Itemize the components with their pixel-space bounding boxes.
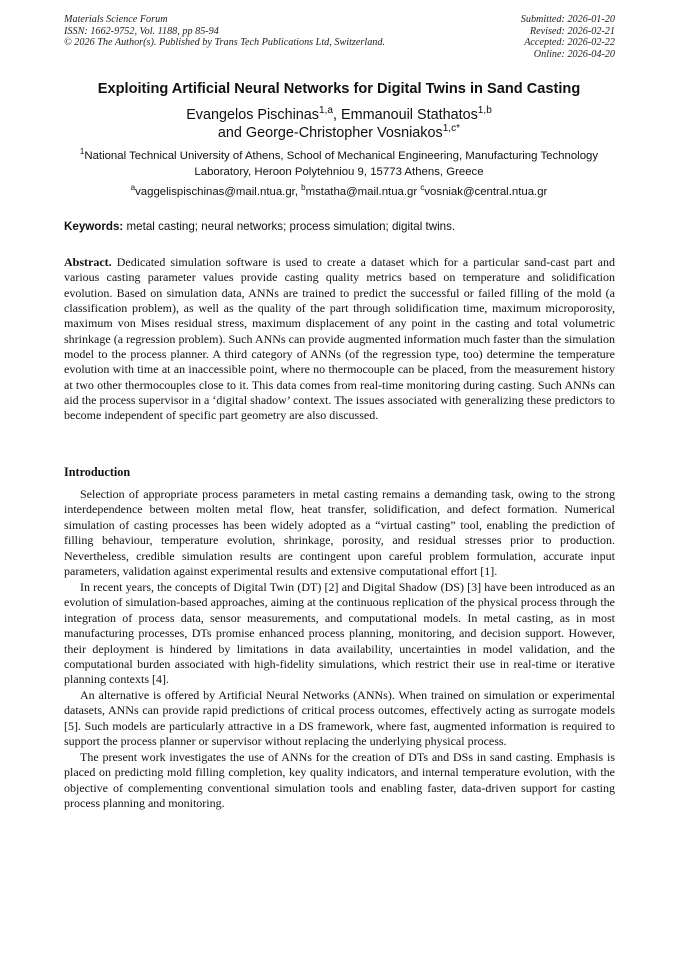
email-mark: a <box>130 183 136 193</box>
author-emails <box>40 185 638 200</box>
author-affiliation-mark: 1,a <box>318 105 333 117</box>
paragraph: Selection of appropriate process parameters in metal casting remains a demanding task, owing to the strong interdependence between molten metal flow, heat transfer, solidification, and defect formation. Numerical simulation of casting processes has been widely adopted as a “virtual casting” tool, enabling the prediction of filling behaviour, temperature evolution, shrinkage, porosity, and residual stresses prior to production. Nevertheless, credible simulation results are contingent upon careful problem formulation, accurate input parameters, validation against experimental results and extensive computational effort [1]. <box>64 487 615 579</box>
author-name: Evangelos Pischinas <box>186 107 319 123</box>
author-list <box>40 106 638 142</box>
affiliation <box>50 149 628 180</box>
abstract-label: Abstract. <box>64 255 112 269</box>
section-heading: Introduction <box>64 465 131 479</box>
author-affiliation-mark: 1,b <box>477 105 492 117</box>
author-conjunction: and <box>217 125 246 141</box>
author-name: George-Christopher Vosniakos <box>245 125 443 141</box>
accepted-date: Accepted: 2026-02-22 <box>524 37 615 49</box>
copyright-line: © 2026 The Author(s). Published by Trans Tech Publications Ltd, Switzerland. <box>64 37 386 49</box>
introduction-body <box>64 487 615 812</box>
paragraph: In recent years, the concepts of Digital Twin (DT) [2] and Digital Shadow (DS) [3] have been introduced as an evolution of simulation-based approaches, aiming at the continuous replication of the physical process through the integration of process data, sensor measurements, and computational models. In metal casting, as in most manufacturing processes, DTs promise enhanced process planning, monitoring, and decision support. However, their deployment is hindered by limitations in data availability, uncertainties in model validation, and the computational burden associated with high-fidelity simulations, which restrict their use in real-time or iterative planning contexts [4]. <box>64 579 615 687</box>
affiliation-text: National Technical University of Athens, School of Mechanical Engineering, Manufacturing Technology Laboratory, Heroon Polytehniou 9, 15773 Athens, Greece <box>84 150 599 178</box>
author-line-1 <box>40 106 638 124</box>
submitted-date: Submitted: 2026-01-20 <box>520 14 615 25</box>
keywords-label: Keywords: <box>64 220 124 233</box>
keywords <box>64 219 616 234</box>
email-link[interactable]: vosniak@central.ntua.gr <box>424 186 548 198</box>
author-line-2 <box>40 124 638 142</box>
publication-dates <box>521 14 615 60</box>
email-mark: b <box>301 183 306 193</box>
email-mark: c <box>420 183 425 193</box>
keywords-text: metal casting; neural networks; process simulation; digital twins. <box>123 220 456 233</box>
issn-line: ISSN: 1662-9752, Vol. 1188, pp 85-94 <box>64 25 219 37</box>
email-link[interactable]: vaggelispischinas@mail.ntua.gr, <box>135 186 302 198</box>
author-name: Emmanouil Stathatos <box>341 107 478 123</box>
author-separator: , <box>333 107 341 123</box>
revised-date: Revised: 2026-02-21 <box>529 25 615 37</box>
paragraph: An alternative is offered by Artificial Neural Networks (ANNs). When trained on simulation or experimental datasets, ANNs can provide rapid predictions of critical process outcomes, effectively acting as surrogate models [5]. Such models are particularly attractive in a DS framework, where fast, augmented information is required to support the process planner or supervisor without replacing the underlying physical process. <box>64 687 615 749</box>
online-date: Online: 2026-04-20 <box>533 48 615 60</box>
affiliation-mark: 1 <box>79 147 85 157</box>
abstract <box>64 255 615 424</box>
journal-name: Materials Science Forum <box>64 14 168 25</box>
email-link[interactable]: mstatha@mail.ntua.gr <box>305 186 421 198</box>
paper-title: Exploiting Artificial Neural Networks for Digital Twins in Sand Casting <box>97 81 581 97</box>
abstract-text: Dedicated simulation software is used to create a dataset which for a particular sand-cast part and various casting parameter values provide casting quality metrics based on temperature and solidification evolution. Based on simulation data, ANNs are trained to predict the successful or failed filling of the mold (a classification problem), as well as the quality of the part through solidification time, maximum microporosity, maximum von Mises residual stress, maximum displacement of any point in the casting and total volumetric shrinkage (a regression problem). Such ANNs can provide augmented information much faster than the simulation model to the process planner. A third category of ANNs (of the regression type, too) determine the temperature evolution with time at an inaccessible point, where no thermocouple can be placed, from the measurement history at two other thermocouples close to it. This data comes from real-time monitoring during casting. Such ANNs can aid the process supervisor in a ‘digital shadow’ context. The issues associated with generalizing these predictors to become independent of specific part geometry are also discussed. <box>64 255 615 423</box>
author-affiliation-mark: 1,c* <box>442 123 461 135</box>
journal-info <box>64 14 385 49</box>
paragraph: The present work investigates the use of ANNs for the creation of DTs and DSs in sand casting. Emphasis is placed on predicting mold filling completion, key quality indicators, and internal temperature evolution, with the objective of complementing conventional simulation tools and enabling faster, data-driven support for casting process planning and monitoring. <box>64 749 615 811</box>
